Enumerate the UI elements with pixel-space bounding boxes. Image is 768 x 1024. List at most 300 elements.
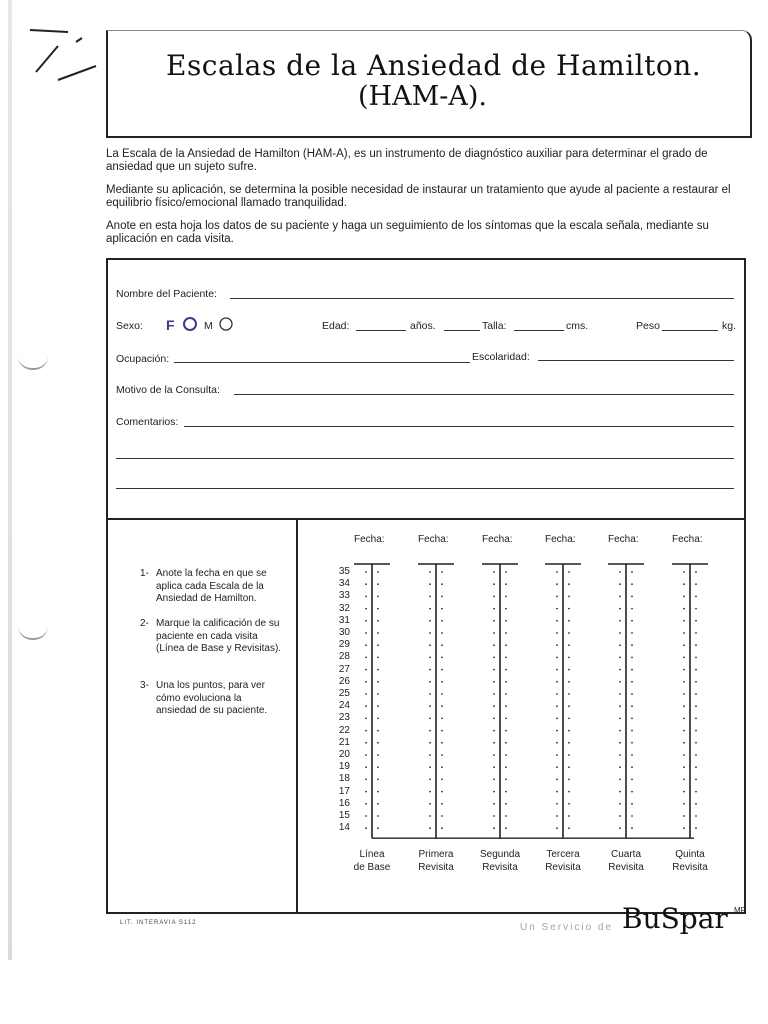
score-tick [556, 608, 558, 610]
score-tick [568, 644, 570, 646]
visit-label-1 [342, 848, 402, 874]
sexo-label: Sexo: [116, 320, 143, 332]
score-tick [568, 803, 570, 805]
score-tick [619, 608, 621, 610]
score-tick [493, 632, 495, 634]
intro-paragraph-1: La Escala de la Ansiedad de Hamilton (HAM-A), es un instrumento de diagnóstico auxiliar para determinar el grado de ansiedad que un sujeto sufre. [106, 148, 708, 173]
score-tick [493, 596, 495, 598]
score-tick [631, 596, 633, 598]
title-box [106, 30, 752, 138]
score-tick [505, 596, 507, 598]
score-tick [631, 754, 633, 756]
score-tick [619, 766, 621, 768]
score-tick [493, 620, 495, 622]
score-tick [505, 620, 507, 622]
score-tick [568, 791, 570, 793]
score-tick [631, 766, 633, 768]
score-tick [683, 596, 685, 598]
score-tick [631, 803, 633, 805]
score-tick [365, 693, 367, 695]
score-tick [441, 803, 443, 805]
score-label-19: 19 [338, 761, 350, 773]
score-tick [441, 779, 443, 781]
score-tick [695, 669, 697, 671]
score-tick [377, 815, 379, 817]
visit-label-line1: Segunda [479, 849, 521, 861]
score-tick [365, 632, 367, 634]
score-tick [505, 718, 507, 720]
visit-label-line2: de Base [353, 862, 391, 874]
score-tick [556, 742, 558, 744]
score-tick [505, 754, 507, 756]
score-tick [631, 644, 633, 646]
score-tick [568, 571, 570, 573]
score-tick [429, 766, 431, 768]
score-tick [631, 693, 633, 695]
visit-label-3 [470, 848, 530, 874]
score-tick [695, 742, 697, 744]
score-tick [505, 608, 507, 610]
score-tick [556, 620, 558, 622]
score-tick [695, 632, 697, 634]
score-tick [556, 693, 558, 695]
score-tick [619, 681, 621, 683]
score-tick [619, 657, 621, 659]
score-tick [429, 718, 431, 720]
fecha-label-6: Fecha: [672, 534, 703, 545]
score-tick [683, 779, 685, 781]
score-tick [365, 669, 367, 671]
score-tick [441, 754, 443, 756]
score-tick [505, 827, 507, 829]
fecha-label-5: Fecha: [608, 534, 639, 545]
score-tick [365, 815, 367, 817]
score-tick [568, 596, 570, 598]
score-tick [619, 754, 621, 756]
score-tick [556, 718, 558, 720]
score-tick [377, 754, 379, 756]
score-tick [365, 620, 367, 622]
score-tick [683, 632, 685, 634]
score-tick [631, 730, 633, 732]
instruction-3-number: 3- [140, 680, 149, 691]
intro-paragraph-3: Anote en esta hoja los datos de su paciente y haga un seguimiento de los síntomas que la escala señala, mediante su aplicación en cada visita. [106, 220, 709, 245]
score-label-17: 17 [338, 785, 350, 797]
score-tick [505, 742, 507, 744]
visit-label-line2: Revisita [672, 862, 708, 874]
score-tick [683, 657, 685, 659]
score-tick [365, 583, 367, 585]
score-tick [429, 657, 431, 659]
score-tick [631, 815, 633, 817]
score-tick [695, 730, 697, 732]
score-tick [683, 766, 685, 768]
score-tick [365, 705, 367, 707]
score-tick [441, 791, 443, 793]
footer-code: LIT. INTERAVIA S112 [120, 920, 197, 926]
score-tick [441, 620, 443, 622]
score-tick [429, 815, 431, 817]
anos-label: años. [410, 320, 436, 332]
score-tick [695, 791, 697, 793]
score-tick [493, 742, 495, 744]
score-tick [441, 718, 443, 720]
score-tick [429, 571, 431, 573]
score-tick [619, 669, 621, 671]
score-tick [377, 742, 379, 744]
score-tick [683, 815, 685, 817]
score-tick [365, 766, 367, 768]
score-tick [631, 718, 633, 720]
score-tick [683, 620, 685, 622]
score-tick [365, 608, 367, 610]
scan-edge [8, 0, 12, 960]
score-tick [377, 779, 379, 781]
score-tick [695, 620, 697, 622]
score-label-35: 35 [338, 566, 350, 577]
score-tick [493, 754, 495, 756]
score-tick [683, 705, 685, 707]
score-label-23: 23 [338, 712, 350, 724]
score-tick [365, 827, 367, 829]
page-subtitle: (HAM-A). [358, 81, 487, 112]
score-tick [429, 632, 431, 634]
score-tick [441, 583, 443, 585]
score-tick [683, 754, 685, 756]
score-tick [695, 608, 697, 610]
instruction-2-number: 2- [140, 618, 149, 629]
score-tick [365, 803, 367, 805]
visit-label-2 [406, 848, 466, 874]
score-tick [631, 669, 633, 671]
score-tick [429, 803, 431, 805]
score-tick [441, 730, 443, 732]
score-tick [631, 779, 633, 781]
score-tick [441, 815, 443, 817]
score-tick [505, 730, 507, 732]
score-tick [429, 742, 431, 744]
fecha-label-1: Fecha: [354, 534, 385, 545]
visit-label-4 [533, 848, 593, 874]
intro-paragraph-2: Mediante su aplicación, se determina la posible necesidad de instaurar un tratamiento que ayude al paciente a restaurar el equilibrio físico/emocional llamado tranquilidad. [106, 184, 731, 209]
score-tick [365, 681, 367, 683]
score-tick [441, 644, 443, 646]
fecha-label-3: Fecha: [482, 534, 513, 545]
score-tick [505, 681, 507, 683]
score-tick [505, 657, 507, 659]
score-tick [429, 681, 431, 683]
score-tick [556, 730, 558, 732]
score-tick [619, 803, 621, 805]
score-tick [505, 571, 507, 573]
score-label-28: 28 [338, 651, 350, 663]
score-tick [505, 669, 507, 671]
visit-label-5 [596, 848, 656, 874]
binder-hole [18, 356, 48, 370]
score-tick [505, 779, 507, 781]
score-tick [568, 730, 570, 732]
score-tick [493, 730, 495, 732]
visit-label-line1: Quinta [675, 849, 705, 861]
score-tick [683, 669, 685, 671]
score-tick [568, 583, 570, 585]
binder-hole [18, 626, 48, 640]
score-tick [695, 815, 697, 817]
score-tick [683, 693, 685, 695]
score-tick [377, 644, 379, 646]
score-tick [441, 827, 443, 829]
page-title: Escalas de la Ansiedad de Hamilton. [166, 49, 702, 82]
score-tick [556, 791, 558, 793]
score-tick [619, 779, 621, 781]
visit-label-line2: Revisita [545, 862, 581, 874]
score-tick [631, 608, 633, 610]
score-tick [619, 815, 621, 817]
score-tick [505, 815, 507, 817]
score-tick [695, 681, 697, 683]
score-label-27: 27 [338, 663, 350, 675]
score-tick [429, 596, 431, 598]
score-tick [365, 571, 367, 573]
score-tick [429, 705, 431, 707]
score-tick [429, 730, 431, 732]
score-tick [631, 583, 633, 585]
escolaridad-label: Escolaridad: [472, 351, 530, 363]
score-tick [429, 669, 431, 671]
visit-label-line1: Cuarta [610, 849, 641, 861]
score-tick [695, 571, 697, 573]
score-tick [683, 791, 685, 793]
score-tick [505, 791, 507, 793]
score-tick [683, 608, 685, 610]
visit-label-line2: Revisita [418, 862, 454, 874]
score-tick [377, 791, 379, 793]
score-tick [441, 571, 443, 573]
score-tick [619, 632, 621, 634]
score-tick [631, 791, 633, 793]
score-tick [441, 681, 443, 683]
score-tick [568, 718, 570, 720]
score-tick [568, 827, 570, 829]
score-tick [631, 705, 633, 707]
score-tick [695, 827, 697, 829]
score-tick [695, 766, 697, 768]
score-label-24: 24 [338, 700, 350, 712]
score-tick [377, 571, 379, 573]
visit-label-line2: Revisita [482, 862, 518, 874]
score-tick [695, 803, 697, 805]
score-tick [568, 766, 570, 768]
score-label-34: 34 [338, 578, 350, 590]
score-tick [441, 608, 443, 610]
instruction-3-text: Una los puntos, para ver cómo evoluciona la ansiedad de su paciente. [156, 680, 268, 716]
score-label-15: 15 [338, 810, 350, 821]
score-tick [568, 608, 570, 610]
score-tick [365, 644, 367, 646]
score-tick [683, 742, 685, 744]
score-tick [695, 718, 697, 720]
score-tick [377, 596, 379, 598]
score-tick [429, 827, 431, 829]
score-tick [631, 657, 633, 659]
score-tick [441, 766, 443, 768]
score-label-26: 26 [338, 675, 350, 687]
score-tick [619, 791, 621, 793]
score-grid [108, 260, 744, 912]
score-tick [619, 596, 621, 598]
score-tick [683, 681, 685, 683]
score-tick [683, 827, 685, 829]
score-tick [556, 669, 558, 671]
score-tick [429, 620, 431, 622]
score-tick [377, 657, 379, 659]
score-label-30: 30 [338, 627, 350, 638]
score-tick [556, 632, 558, 634]
score-tick [556, 705, 558, 707]
score-tick [377, 693, 379, 695]
score-tick [556, 583, 558, 585]
score-tick [441, 705, 443, 707]
score-tick [568, 693, 570, 695]
comentarios-label: Comentarios: [116, 416, 179, 428]
score-tick [377, 681, 379, 683]
score-tick [441, 596, 443, 598]
instruction-1-number: 1- [140, 568, 149, 579]
score-tick [556, 766, 558, 768]
score-tick [377, 718, 379, 720]
score-tick [429, 608, 431, 610]
score-label-25: 25 [338, 688, 350, 699]
score-tick [365, 657, 367, 659]
score-tick [505, 632, 507, 634]
corner-handwritten-mark [28, 28, 98, 88]
score-tick [695, 779, 697, 781]
score-tick [556, 571, 558, 573]
score-tick [377, 632, 379, 634]
score-tick [493, 583, 495, 585]
score-tick [695, 657, 697, 659]
score-tick [683, 571, 685, 573]
score-tick [377, 803, 379, 805]
nombre-label: Nombre del Paciente: [116, 288, 217, 300]
score-tick [619, 827, 621, 829]
score-tick [441, 742, 443, 744]
score-tick [493, 669, 495, 671]
score-tick [556, 815, 558, 817]
score-tick [493, 779, 495, 781]
score-tick [556, 681, 558, 683]
score-tick [377, 827, 379, 829]
ocupacion-label: Ocupación: [116, 353, 170, 365]
score-tick [683, 718, 685, 720]
score-tick [619, 583, 621, 585]
score-tick [441, 657, 443, 659]
score-tick [631, 620, 633, 622]
patient-form [106, 258, 746, 914]
score-label-14: 14 [338, 822, 350, 834]
score-tick [441, 693, 443, 695]
score-tick [365, 742, 367, 744]
score-tick [631, 571, 633, 573]
score-label-21: 21 [338, 736, 350, 748]
score-tick [556, 754, 558, 756]
score-tick [365, 730, 367, 732]
score-tick [568, 815, 570, 817]
score-tick [493, 718, 495, 720]
score-tick [429, 583, 431, 585]
sexo-f-option[interactable]: F [166, 317, 175, 333]
score-tick [556, 803, 558, 805]
score-label-20: 20 [338, 749, 350, 760]
score-label-29: 29 [338, 639, 350, 651]
score-label-22: 22 [338, 724, 350, 736]
score-tick [556, 779, 558, 781]
score-tick [493, 827, 495, 829]
score-label-31: 31 [338, 614, 350, 626]
fecha-label-2: Fecha: [418, 534, 449, 545]
score-tick [493, 815, 495, 817]
score-tick [619, 718, 621, 720]
score-tick [441, 669, 443, 671]
score-tick [631, 827, 633, 829]
score-tick [568, 779, 570, 781]
score-tick [683, 730, 685, 732]
score-tick [683, 644, 685, 646]
sexo-m-option[interactable]: M [204, 320, 213, 332]
visit-label-6 [660, 848, 720, 874]
score-tick [695, 596, 697, 598]
score-tick [619, 620, 621, 622]
motivo-label: Motivo de la Consulta: [116, 384, 220, 396]
score-tick [377, 730, 379, 732]
score-tick [568, 705, 570, 707]
score-tick [619, 730, 621, 732]
score-tick [619, 693, 621, 695]
score-tick [568, 632, 570, 634]
score-label-16: 16 [338, 797, 350, 809]
score-label-33: 33 [338, 590, 350, 602]
edad-label: Edad: [322, 320, 350, 332]
instruction-1-text: Anote la fecha en que se aplica cada Escala de la Ansiedad de Hamilton. [156, 568, 267, 604]
visit-label-line1: Tercera [546, 849, 580, 861]
peso-label: Peso [636, 320, 660, 332]
score-tick [695, 583, 697, 585]
score-tick [365, 596, 367, 598]
score-tick [493, 571, 495, 573]
footer-service: Un Servicio de [520, 922, 614, 933]
score-tick [377, 620, 379, 622]
instruction-2-text: Marque la calificación de su paciente en cada visita (Línea de Base y Revisitas). [156, 618, 282, 654]
score-tick [556, 827, 558, 829]
score-tick [631, 742, 633, 744]
score-tick [619, 644, 621, 646]
talla-label: Talla: [482, 320, 507, 332]
score-tick [556, 644, 558, 646]
score-tick [493, 705, 495, 707]
score-tick [619, 571, 621, 573]
score-tick [429, 644, 431, 646]
score-tick [365, 779, 367, 781]
score-tick [377, 608, 379, 610]
score-tick [429, 754, 431, 756]
score-tick [568, 669, 570, 671]
score-tick [556, 657, 558, 659]
score-label-32: 32 [338, 602, 350, 614]
score-tick [631, 681, 633, 683]
score-tick [505, 766, 507, 768]
score-tick [493, 644, 495, 646]
score-tick [365, 754, 367, 756]
